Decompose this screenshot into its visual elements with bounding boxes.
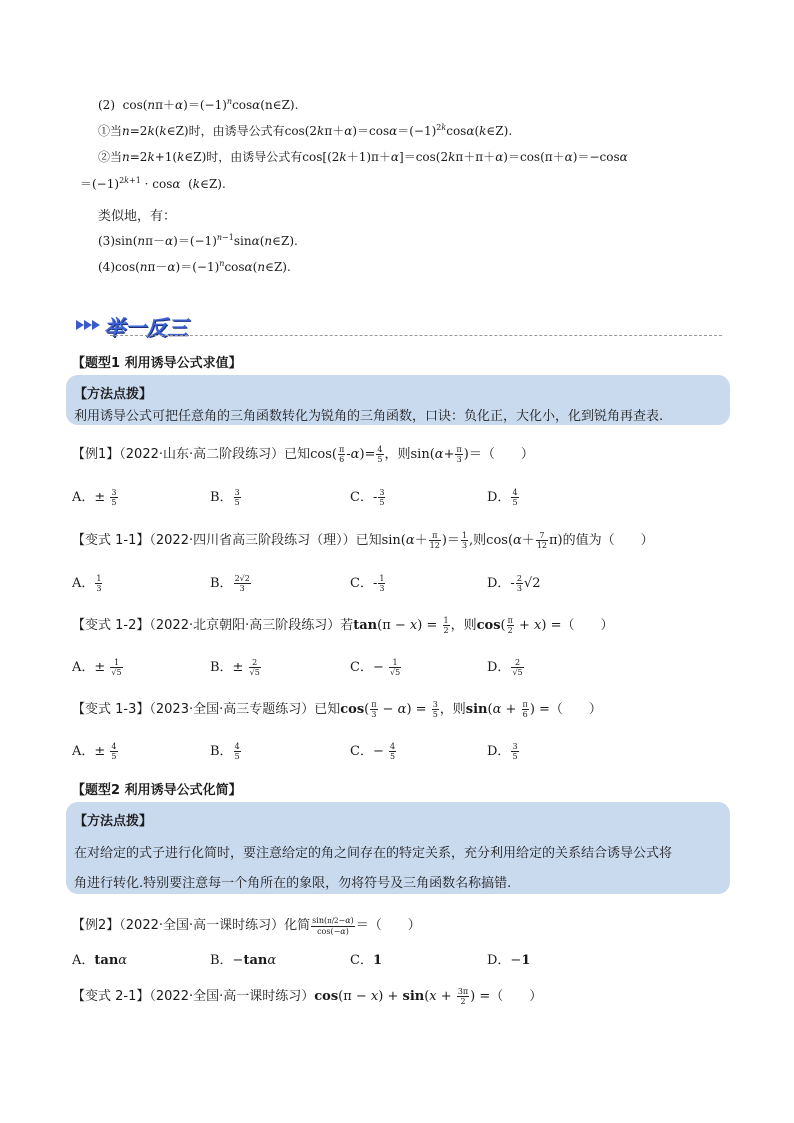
variant-1-3-stem: 【变式 1-3】（2023·全国·高三专题练习）已知cos( $\frac{\pi}{3}$ − α) = $\frac{3}{5}$ ，则sin(α + $\frac{\pi}{6}$ ) =（ ） [72,700,602,719]
banner-divider [110,335,722,336]
variant-1-3-option-a[interactable]: A．± $\frac{4}{5}$ [72,742,117,761]
variant-1-1-label: 【变式 1-1】 [72,533,150,548]
variant-1-2-label: 【变式 1-2】 [72,618,150,633]
example-2-label: 【例2】 [72,918,120,933]
variant-1-2-option-b[interactable]: B．± $\frac{2}{√5}$ [210,658,260,677]
variant-1-1-stem: 【变式 1-1】（2022·四川省高三阶段练习（理））已知sin(α＋ $\frac{\pi}{12}$ )＝ $\frac{1}{3}$ ,则cos(α＋ $\frac{7}{12}$ π)的值为（ ） [72,531,654,550]
proof-line-2: ①当n=2k(k∈Z)时，由诱导公式有$\cos(2k\pi+\alpha)=\cos\alpha=(-1)^{2k}\cos\alpha(k\in Z)$. [98,123,513,138]
variant-1-1-option-c[interactable]: C．- $\frac{1}{3}$ [350,574,385,593]
example-1-option-c[interactable]: C．- $\frac{3}{5}$ [350,488,385,507]
variant-1-1-option-b[interactable]: B． $\frac{2√2}{3}$ [210,574,250,593]
banner-title: 举一反三 [104,316,188,340]
variant-2-1-stem: 【变式 2-1】（2022·全国·高一课时练习）cos(π − x) + sin(x + $\frac{3\pi}{2}$ ) =（ ） [72,987,543,1006]
proof-line-1: (2) $\cos(n\pi+\alpha)=(-1)^n\cos\alpha(n\in Z)$. [98,97,299,112]
type1-title: 【题型1 利用诱导公式求值】 [72,356,242,371]
variant-1-2-option-d[interactable]: D． $\frac{2}{√5}$ [487,658,523,677]
proof-line-7: $(4)\cos(n\pi-\alpha)=(-1)^n\cos\alpha(n\in Z)$. [98,259,291,274]
variant-1-3-option-b[interactable]: B． $\frac{4}{5}$ [210,742,240,761]
type1-method-text: 利用诱导公式可把任意角的三角函数转化为锐角的三角函数，口诀：负化正，大化小，化到锐角再查表. [74,409,664,424]
proof-line-3: ②当n=2k+1(k∈Z)时，由诱导公式有cos[(2k＋1)π＋α]＝cos(2kπ＋π＋α)＝cos(π＋α)＝−cosα [98,150,628,164]
type2-method-box [66,802,730,894]
proof-line-6: $(3)\sin(n\pi-\alpha)=(-1)^{n-1}\sin\alpha(n\in Z)$. [98,233,298,248]
variant-1-3-source: （2023·全国·高三专题练习） [149,702,315,717]
variant-2-1-source: （2022·全国·高一课时练习） [149,989,315,1004]
example-2-option-c[interactable]: C．1 [350,953,382,968]
example-2-source: （2022·全国·高一课时练习） [119,918,285,933]
example-1-option-d[interactable]: D． $\frac{4}{5}$ [487,488,518,507]
variant-1-2-option-c[interactable]: C．− $\frac{1}{√5}$ [350,658,401,677]
variant-1-3-option-d[interactable]: D． $\frac{3}{5}$ [487,742,518,761]
variant-2-1-label: 【变式 2-1】 [72,989,150,1004]
type2-method-line-2: 角进行转化.特别要注意每一个角所在的象限，勿将符号及三角函数名称搞错. [74,876,512,891]
example-1-option-a[interactable]: A．± $\frac{3}{5}$ [72,488,117,507]
proof-line-5: 类似地，有： [98,209,177,224]
variant-1-1-source: （2022·四川省高三阶段练习（理）） [149,533,356,548]
example-1-label: 【例1】 [72,447,120,462]
example-2-stem: 【例2】（2022·全国·高一课时练习）化简 $\frac{\sin(\pi/2-\alpha)}{\cos(-\alpha)}$ ＝（ ） [72,915,421,936]
variant-1-2-stem: 【变式 1-2】（2022·北京朝阳·高三阶段练习）若tan(π − x) = $\frac{1}{2}$ ，则cos( $\frac{\pi}{2}$ + x) =（ ） [72,616,614,635]
variant-1-3-option-c[interactable]: C．− $\frac{4}{5}$ [350,742,396,761]
example-2-option-d[interactable]: D．−1 [487,953,531,968]
example-1-option-b[interactable]: B． $\frac{3}{5}$ [210,488,240,507]
type1-method-title: 【方法点拨】 [74,387,153,402]
example-2-option-b[interactable]: B．−tanα [210,953,277,968]
variant-1-1-option-a[interactable]: A． $\frac{1}{3}$ [72,574,102,593]
proof-line-4: $=(-1)^{2k+1} \cdot \cos\alpha$ (k∈Z). [80,176,226,191]
variant-1-2-option-a[interactable]: A．± $\frac{1}{√5}$ [72,658,122,677]
variant-1-2-source: （2022·北京朝阳·高三阶段练习） [149,618,341,633]
variant-1-3-label: 【变式 1-3】 [72,702,150,717]
example-1-source: （2022·山东·高二阶段练习） [119,447,285,462]
example-1-stem: 【例1】（2022·山东·高二阶段练习）已知cos( $\frac{\pi}{6}$ -α)= $\frac{4}{5}$ ，则sin(α+ $\frac{\pi}{3}$ )＝（ ） [72,445,534,464]
type2-method-line-1: 在对给定的式子进行化简时，要注意给定的角之间存在的特定关系，充分利用给定的关系结合诱导公式将 [74,846,673,861]
type2-method-title: 【方法点拨】 [74,814,153,829]
variant-1-1-option-d[interactable]: D．- $\frac{2}{3}$ √2 [487,574,541,593]
example-2-option-a[interactable]: A．tanα [72,953,128,968]
type2-title: 【题型2 利用诱导公式化简】 [72,783,242,798]
type1-method-box [66,375,730,425]
